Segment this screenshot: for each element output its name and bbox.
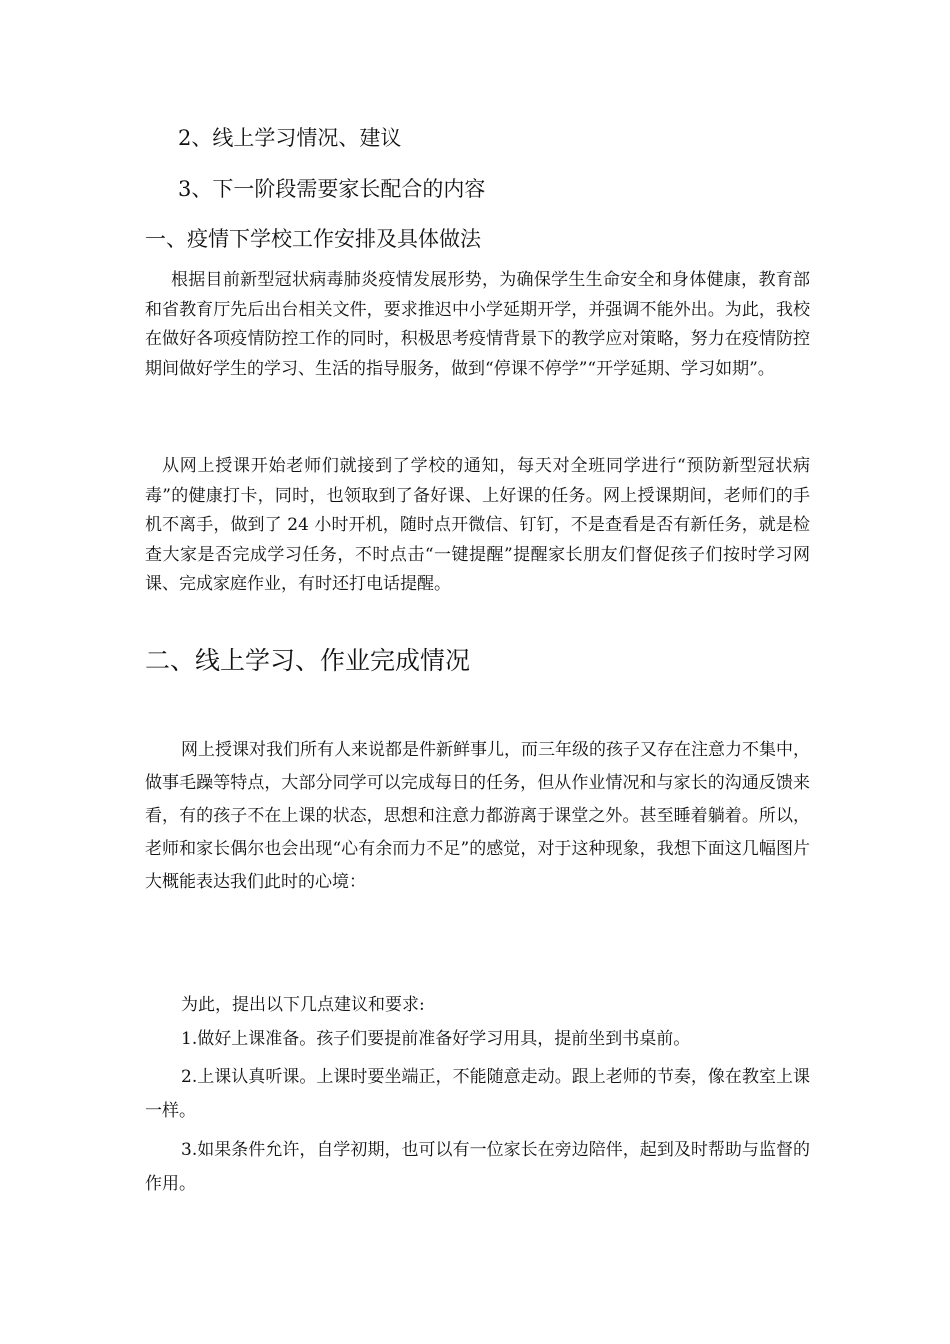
section-2-heading: 二、线上学习、作业完成情况 bbox=[145, 646, 471, 675]
recommendations-intro: 为此，提出以下几点建议和要求: bbox=[181, 995, 425, 1015]
section-2-paragraph-1: 网上授课对我们所有人来说都是件新鲜事儿，而三年级的孩子又存在注意力不集中，做事毛躁等特点，大部分同学可以完成每日的任务，但从作业情况和与家长的沟通反馈来看，有的孩子不在上课的状态，思想和注意力都游离于课堂之外。甚至睡着躺着。所以，老师和家长偶尔也会出现“心有余而力不足”的感觉，对于这种现象，我想下面这几幅图片大概能表达我们此时的心境： bbox=[145, 740, 810, 892]
section-1-paragraph-2: 从网上授课开始老师们就接到了学校的通知，每天对全班同学进行“预防新型冠状病毒”的健康打卡，同时，也领取到了备好课、上好课的任务。网上授课期间，老师们的手机不离手，做到了 24 小时开机，随时点开微信、钉钉，不是查看是否有新任务，就是检查大家是否完成学习任务，不时点击“一键提醒”提醒家长朋友们督促孩子们按时学习网课、完成家庭作业，有时还打电话提醒。 bbox=[145, 456, 810, 594]
section-1-paragraph-1: 根据目前新型冠状病毒肺炎疫情发展形势，为确保学生生命安全和身体健康，教育部和省教育厅先后出台相关文件，要求推迟中小学延期开学，并强调不能外出。为此，我校在做好各项疫情防控工作的同时，积极思考疫情背景下的教学应对策略，努力在疫情防控期间做好学生的学习、生活的指导服务，做到“停课不停学”“开学延期、学习如期”。 bbox=[145, 270, 810, 379]
section-1-heading: 一、疫情下学校工作安排及具体做法 bbox=[145, 227, 481, 251]
outline-item-2: 2、线上学习情况、建议 bbox=[178, 126, 402, 150]
recommendation-item-2: 2.上课认真听课。上课时要坐端正，不能随意走动。跟上老师的节奏，像在教室上课一样。 bbox=[145, 1067, 810, 1121]
recommendation-item-1: 1.做好上课准备。孩子们要提前准备好学习用具，提前坐到书桌前。 bbox=[181, 1029, 691, 1049]
recommendation-item-3: 3.如果条件允许，自学初期，也可以有一位家长在旁边陪伴，起到及时帮助与监督的作用。 bbox=[145, 1140, 810, 1194]
outline-item-3: 3、下一阶段需要家长配合的内容 bbox=[178, 177, 486, 201]
